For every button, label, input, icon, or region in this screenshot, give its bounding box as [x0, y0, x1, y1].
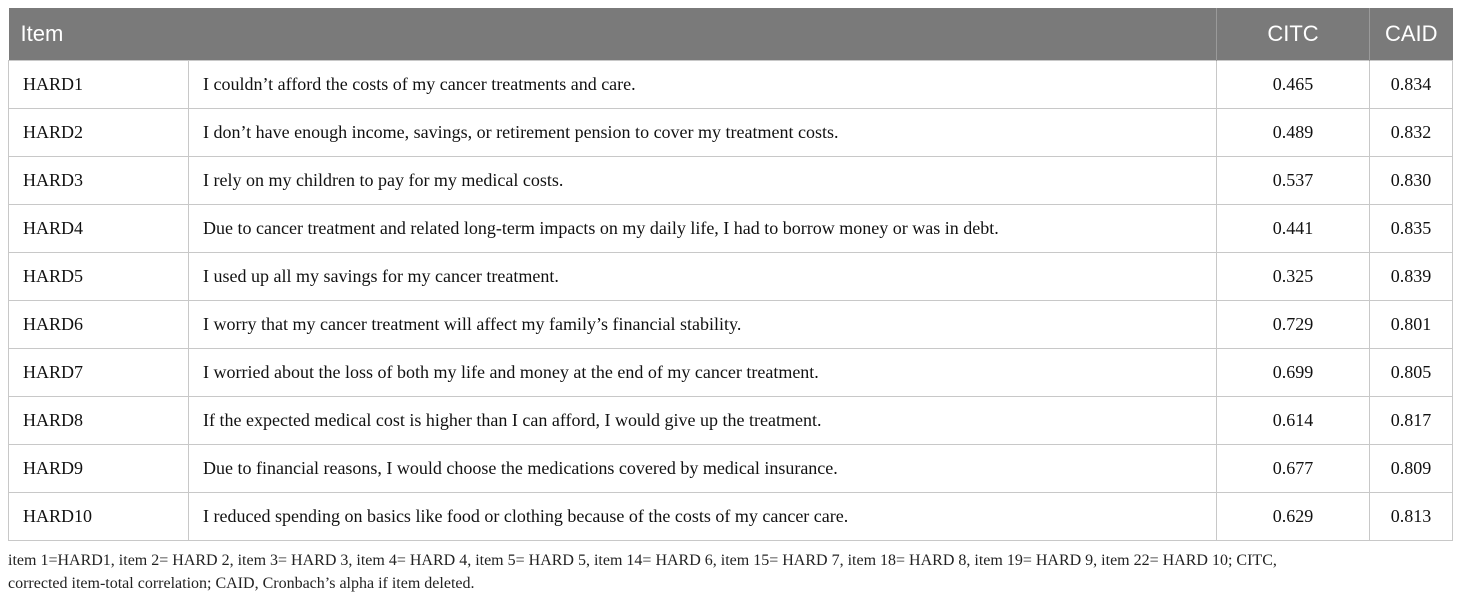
item-table-container [8, 8, 1452, 541]
item-text: I rely on my children to pay for my medical costs. [189, 157, 1217, 205]
citc-value: 0.325 [1217, 253, 1370, 301]
footnote-line-1: item 1=HARD1, item 2= HARD 2, item 3= HARD 3, item 4= HARD 4, item 5= HARD 5, item 14= HARD 6, item 15= HARD 7, item 18= HARD 8, item 19= HARD 9, item 22= HARD 10; CITC, [8, 552, 1277, 569]
citc-value: 0.441 [1217, 205, 1370, 253]
table-row [9, 205, 1453, 253]
item-statistics-table [8, 8, 1453, 541]
item-text: I couldn’t afford the costs of my cancer treatments and care. [189, 61, 1217, 109]
item-text: I used up all my savings for my cancer treatment. [189, 253, 1217, 301]
item-code: HARD2 [9, 109, 189, 157]
table-header-row [9, 8, 1453, 61]
item-code: HARD6 [9, 301, 189, 349]
table-footnote [8, 549, 1452, 595]
table-row [9, 397, 1453, 445]
caid-value: 0.832 [1370, 109, 1453, 157]
caid-value: 0.834 [1370, 61, 1453, 109]
item-code: HARD3 [9, 157, 189, 205]
caid-value: 0.809 [1370, 445, 1453, 493]
citc-value: 0.614 [1217, 397, 1370, 445]
header-item: Item [9, 8, 1217, 61]
table-row [9, 301, 1453, 349]
item-code: HARD9 [9, 445, 189, 493]
citc-value: 0.729 [1217, 301, 1370, 349]
table-row [9, 493, 1453, 541]
table-row [9, 349, 1453, 397]
item-text: I don’t have enough income, savings, or retirement pension to cover my treatment costs. [189, 109, 1217, 157]
item-text: I reduced spending on basics like food or clothing because of the costs of my cancer care. [189, 493, 1217, 541]
citc-value: 0.489 [1217, 109, 1370, 157]
table-row [9, 445, 1453, 493]
caid-value: 0.839 [1370, 253, 1453, 301]
item-code: HARD7 [9, 349, 189, 397]
caid-value: 0.813 [1370, 493, 1453, 541]
item-text: Due to cancer treatment and related long-term impacts on my daily life, I had to borrow money or was in debt. [189, 205, 1217, 253]
citc-value: 0.537 [1217, 157, 1370, 205]
caid-value: 0.805 [1370, 349, 1453, 397]
citc-value: 0.629 [1217, 493, 1370, 541]
citc-value: 0.677 [1217, 445, 1370, 493]
item-code: HARD4 [9, 205, 189, 253]
header-citc: CITC [1217, 8, 1370, 61]
footnote-line-2: corrected item-total correlation; CAID, Cronbach’s alpha if item deleted. [8, 575, 475, 592]
caid-value: 0.835 [1370, 205, 1453, 253]
item-text: If the expected medical cost is higher than I can afford, I would give up the treatment. [189, 397, 1217, 445]
citc-value: 0.699 [1217, 349, 1370, 397]
header-caid: CAID [1370, 8, 1453, 61]
item-code: HARD5 [9, 253, 189, 301]
table-row [9, 109, 1453, 157]
item-code: HARD8 [9, 397, 189, 445]
item-text: Due to financial reasons, I would choose the medications covered by medical insurance. [189, 445, 1217, 493]
table-row [9, 157, 1453, 205]
item-text: I worry that my cancer treatment will affect my family’s financial stability. [189, 301, 1217, 349]
item-code: HARD1 [9, 61, 189, 109]
item-text: I worried about the loss of both my life and money at the end of my cancer treatment. [189, 349, 1217, 397]
citc-value: 0.465 [1217, 61, 1370, 109]
table-row [9, 61, 1453, 109]
caid-value: 0.801 [1370, 301, 1453, 349]
table-row [9, 253, 1453, 301]
caid-value: 0.830 [1370, 157, 1453, 205]
item-code: HARD10 [9, 493, 189, 541]
caid-value: 0.817 [1370, 397, 1453, 445]
